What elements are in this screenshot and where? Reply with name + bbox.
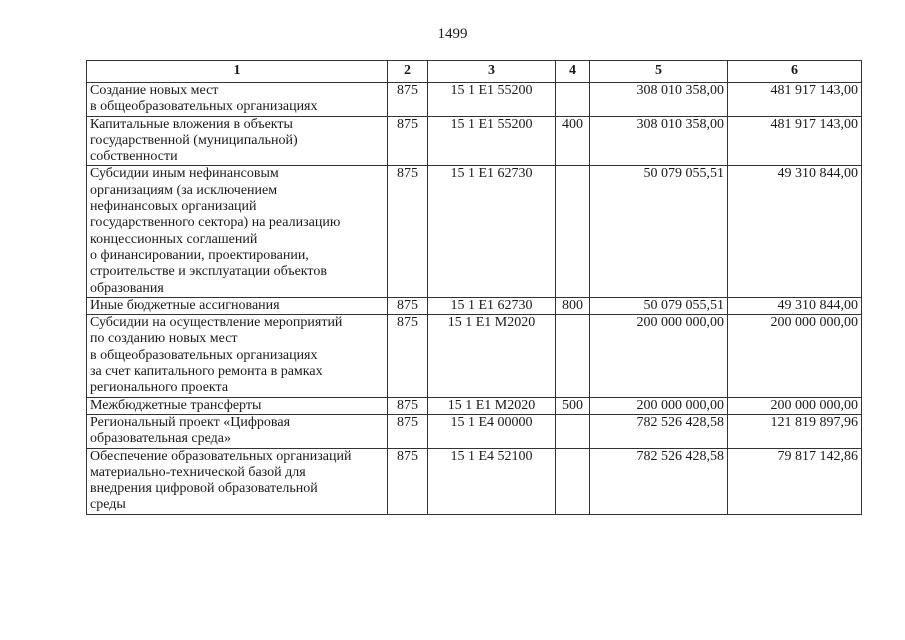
row-ministry-code: 875: [388, 166, 428, 297]
row-amount-2: 200 000 000,00: [728, 315, 862, 397]
row-ministry-code: 875: [388, 315, 428, 397]
row-expense-type: 500: [556, 397, 590, 414]
table-row: [87, 116, 862, 166]
row-expense-type: [556, 414, 590, 448]
page-number: 1499: [437, 26, 468, 42]
row-ministry-code: 875: [388, 83, 428, 117]
col-header-4: 4: [556, 61, 590, 83]
table-row: [87, 315, 862, 397]
row-name: Иные бюджетные ассигнования: [87, 297, 388, 314]
row-target-article: 15 1 E4 00000: [428, 414, 556, 448]
row-amount-1: 782 526 428,58: [590, 448, 728, 514]
row-name: Капитальные вложения в объекты государственной (муниципальной) собственности: [87, 116, 388, 166]
row-amount-1: 50 079 055,51: [590, 166, 728, 297]
row-ministry-code: 875: [388, 297, 428, 314]
row-amount-2: 481 917 143,00: [728, 116, 862, 166]
budget-table: [86, 60, 862, 515]
row-target-article: 15 1 E1 62730: [428, 297, 556, 314]
table-row: [87, 448, 862, 514]
row-target-article: 15 1 E1 62730: [428, 166, 556, 297]
row-expense-type: 400: [556, 116, 590, 166]
row-target-article: 15 1 E1 M2020: [428, 315, 556, 397]
table-row: [87, 166, 862, 297]
row-amount-1: 50 079 055,51: [590, 297, 728, 314]
table-row: [87, 397, 862, 414]
table-row: [87, 414, 862, 448]
row-amount-1: 200 000 000,00: [590, 315, 728, 397]
row-expense-type: [556, 448, 590, 514]
row-amount-2: 79 817 142,86: [728, 448, 862, 514]
row-name: Региональный проект «Цифровая образовательная среда»: [87, 414, 388, 448]
row-ministry-code: 875: [388, 448, 428, 514]
col-header-2: 2: [388, 61, 428, 83]
row-ministry-code: 875: [388, 116, 428, 166]
row-target-article: 15 1 E1 55200: [428, 83, 556, 117]
row-expense-type: 800: [556, 297, 590, 314]
row-amount-2: 200 000 000,00: [728, 397, 862, 414]
row-amount-2: 49 310 844,00: [728, 297, 862, 314]
row-amount-1: 308 010 358,00: [590, 116, 728, 166]
row-target-article: 15 1 E1 M2020: [428, 397, 556, 414]
row-expense-type: [556, 83, 590, 117]
table-header-row: [87, 61, 862, 83]
row-target-article: 15 1 E4 52100: [428, 448, 556, 514]
row-expense-type: [556, 166, 590, 297]
row-name: Межбюджетные трансферты: [87, 397, 388, 414]
row-amount-1: 782 526 428,58: [590, 414, 728, 448]
row-name: Обеспечение образовательных организаций материально-технической базой для внедрения цифровой образовательной среды: [87, 448, 388, 514]
row-amount-1: 200 000 000,00: [590, 397, 728, 414]
row-amount-2: 481 917 143,00: [728, 83, 862, 117]
row-expense-type: [556, 315, 590, 397]
row-name: Создание новых мест в общеобразовательных организациях: [87, 83, 388, 117]
col-header-1: 1: [87, 61, 388, 83]
row-amount-2: 49 310 844,00: [728, 166, 862, 297]
col-header-6: 6: [728, 61, 862, 83]
row-name: Субсидии на осуществление мероприятий по созданию новых мест в общеобразовательных организациях за счет капитального ремонта в рамках регионального проекта: [87, 315, 388, 397]
row-ministry-code: 875: [388, 414, 428, 448]
table-row: [87, 83, 862, 117]
row-amount-1: 308 010 358,00: [590, 83, 728, 117]
row-amount-2: 121 819 897,96: [728, 414, 862, 448]
col-header-3: 3: [428, 61, 556, 83]
table-row: [87, 297, 862, 314]
row-name: Субсидии иным нефинансовым организациям (за исключением нефинансовых организаций государственного сектора) на реализацию концессионных соглашений о финансировании, проектировании, строительстве и эксплуатации объектов образования: [87, 166, 388, 297]
row-target-article: 15 1 E1 55200: [428, 116, 556, 166]
row-ministry-code: 875: [388, 397, 428, 414]
col-header-5: 5: [590, 61, 728, 83]
